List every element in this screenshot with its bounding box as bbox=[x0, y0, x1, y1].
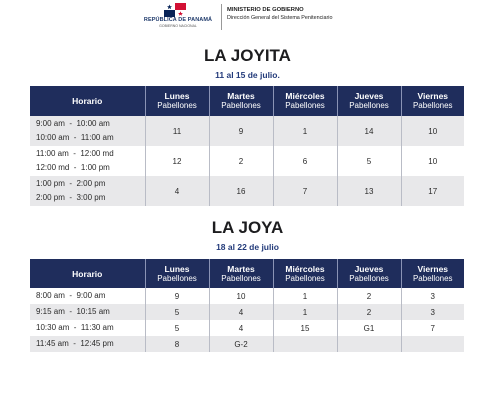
pabellones-label: Pabellones bbox=[349, 273, 389, 283]
pabellones-label: Pabellones bbox=[412, 273, 453, 283]
pabellon-cell: 1 bbox=[273, 304, 337, 320]
pabellon-cell: 10 bbox=[401, 146, 464, 176]
pabellon-cell: 1 bbox=[273, 288, 337, 304]
schedule-table-la-joyita bbox=[30, 86, 464, 206]
time-slot: 9:00 am - 10:00 am 10:00 am - 11:00 am bbox=[30, 116, 145, 146]
table-row bbox=[30, 320, 464, 336]
pabellon-cell bbox=[401, 336, 464, 352]
table-header-row bbox=[30, 86, 464, 116]
pabellon-cell: 7 bbox=[401, 320, 464, 336]
pabellon-cell: 4 bbox=[145, 176, 209, 206]
day-label: Lunes bbox=[164, 91, 190, 101]
section1-title: LA JOYITA bbox=[204, 46, 291, 65]
pabellon-cell: 10 bbox=[209, 288, 273, 304]
time-slot: 11:45 am - 12:45 pm bbox=[30, 336, 145, 352]
pabellon-cell: 2 bbox=[337, 304, 401, 320]
pabellones-label: Pabellones bbox=[157, 273, 197, 283]
table-row bbox=[30, 116, 464, 146]
column-header-day bbox=[145, 259, 209, 288]
pabellones-label: Pabellones bbox=[285, 101, 325, 110]
day-label: Miércoles bbox=[285, 263, 325, 274]
pabellon-cell: 14 bbox=[337, 116, 401, 146]
column-header-horario: Horario bbox=[30, 259, 145, 288]
pabellon-cell bbox=[337, 336, 401, 352]
government-name: REPÚBLICA DE PANAMÁ bbox=[143, 17, 213, 23]
time-slot: 8:00 am - 9:00 am bbox=[30, 288, 145, 304]
column-header-day bbox=[337, 259, 401, 288]
column-header-day bbox=[145, 86, 209, 116]
pabellon-cell bbox=[273, 336, 337, 352]
column-header-day bbox=[273, 86, 337, 116]
pabellon-cell: 9 bbox=[209, 116, 273, 146]
pabellon-cell: 8 bbox=[145, 336, 209, 352]
pabellon-cell: 6 bbox=[273, 146, 337, 176]
time-slot: 9:15 am - 10:15 am bbox=[30, 304, 145, 320]
pabellon-cell: 7 bbox=[273, 176, 337, 206]
table-row bbox=[30, 336, 464, 352]
column-header-day bbox=[401, 86, 464, 116]
pabellones-label: Pabellones bbox=[285, 273, 325, 283]
time-slot: 1:00 pm - 2:00 pm 2:00 pm - 3:00 pm bbox=[30, 176, 145, 206]
page-header bbox=[0, 0, 495, 36]
time-slot: 11:00 am - 12:00 md 12:00 md - 1:00 pm bbox=[30, 146, 145, 176]
government-subtitle: GOBIERNO NACIONAL bbox=[159, 24, 197, 28]
day-label: Viernes bbox=[417, 91, 449, 101]
day-label: Miércoles bbox=[285, 91, 325, 101]
ministry-name: MINISTERIO DE GOBIERNO bbox=[227, 7, 304, 13]
pabellon-cell: 1 bbox=[273, 116, 337, 146]
day-label: Martes bbox=[227, 263, 255, 274]
header-divider bbox=[221, 4, 222, 30]
pabellones-label: Pabellones bbox=[157, 101, 197, 110]
time-slot: 10:30 am - 11:30 am bbox=[30, 320, 145, 336]
section1-dates: 11 al 15 de julio. bbox=[215, 70, 280, 80]
column-header-horario: Horario bbox=[30, 86, 145, 116]
pabellon-cell: 9 bbox=[145, 288, 209, 304]
pabellon-cell: 10 bbox=[401, 116, 464, 146]
direction-name: Dirección General del Sistema Penitenciario bbox=[227, 15, 333, 21]
pabellones-label: Pabellones bbox=[221, 101, 261, 110]
column-header-day bbox=[209, 259, 273, 288]
table-row bbox=[30, 304, 464, 320]
column-header-day bbox=[401, 259, 464, 288]
pabellon-cell: 15 bbox=[273, 320, 337, 336]
pabellon-cell: G1 bbox=[337, 320, 401, 336]
pabellon-cell: 5 bbox=[145, 320, 209, 336]
pabellon-cell: 16 bbox=[209, 176, 273, 206]
pabellon-cell: G-2 bbox=[209, 336, 273, 352]
day-label: Jueves bbox=[354, 263, 384, 274]
pabellon-cell: 12 bbox=[145, 146, 209, 176]
pabellones-label: Pabellones bbox=[349, 101, 389, 110]
section2-dates: 18 al 22 de julio bbox=[216, 242, 279, 252]
table-row bbox=[30, 288, 464, 304]
pabellon-cell: 13 bbox=[337, 176, 401, 206]
pabellon-cell: 17 bbox=[401, 176, 464, 206]
pabellon-cell: 3 bbox=[401, 304, 464, 320]
table-header-row bbox=[30, 259, 464, 288]
day-label: Viernes bbox=[417, 263, 449, 274]
pabellon-cell: 4 bbox=[209, 304, 273, 320]
day-label: Martes bbox=[227, 91, 255, 101]
section2-title: LA JOYA bbox=[211, 218, 284, 237]
pabellon-cell: 5 bbox=[337, 146, 401, 176]
day-label: Jueves bbox=[354, 91, 384, 101]
column-header-day bbox=[273, 259, 337, 288]
pabellon-cell: 3 bbox=[401, 288, 464, 304]
pabellon-cell: 11 bbox=[145, 116, 209, 146]
pabellon-cell: 5 bbox=[145, 304, 209, 320]
panama-flag-icon bbox=[164, 3, 186, 17]
day-label: Lunes bbox=[164, 263, 190, 274]
table-row bbox=[30, 146, 464, 176]
pabellones-label: Pabellones bbox=[412, 101, 453, 110]
pabellones-label: Pabellones bbox=[221, 273, 261, 283]
column-header-day bbox=[209, 86, 273, 116]
column-header-day bbox=[337, 86, 401, 116]
table-row bbox=[30, 176, 464, 206]
pabellon-cell: 2 bbox=[209, 146, 273, 176]
schedule-table-la-joya bbox=[30, 259, 464, 352]
pabellon-cell: 4 bbox=[209, 320, 273, 336]
pabellon-cell: 2 bbox=[337, 288, 401, 304]
